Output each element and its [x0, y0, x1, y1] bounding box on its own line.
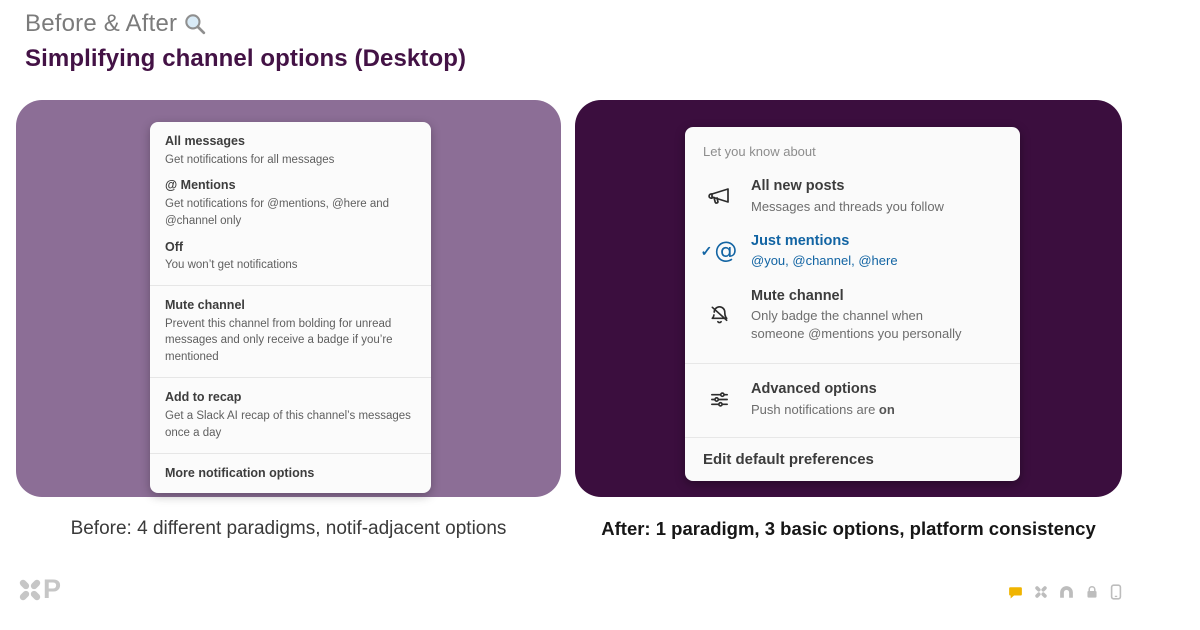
menu-section — [150, 122, 431, 286]
menu-item-advanced-options[interactable] — [685, 372, 1020, 427]
menu-item-add-to-recap[interactable] — [165, 389, 416, 441]
menu-item-mute-channel[interactable] — [685, 279, 1020, 352]
lock-icon — [1085, 585, 1099, 599]
after-menu-card — [685, 127, 1020, 481]
edit-default-preferences-link[interactable]: Edit default preferences — [703, 451, 874, 469]
menu-item-desc: You won’t get notifications — [165, 259, 298, 272]
check-icon: ✓ — [700, 243, 713, 260]
phone-icon — [1110, 584, 1122, 600]
menu-item-just-mentions[interactable] — [685, 224, 1020, 279]
menu-item-desc: @you, @channel, @here — [751, 253, 898, 269]
menu-section — [150, 454, 431, 494]
magnet-icon — [1059, 585, 1074, 600]
footer-icons — [1008, 584, 1122, 600]
menu-header: Let you know about — [703, 144, 816, 159]
menu-item-title: Just mentions — [751, 232, 850, 249]
after-caption: After: 1 paradigm, 3 basic options, platform consistency — [601, 518, 1096, 539]
menu-item-desc: Get notifications for @mentions, @here and @channel only — [165, 197, 390, 227]
menu-item-desc — [751, 401, 895, 419]
menu-item-title: Advanced options — [751, 381, 877, 398]
megaphone-icon — [695, 184, 743, 208]
xp-logo — [18, 574, 60, 605]
menu-item-desc: Only badge the channel when someone @mentions you personally — [751, 308, 962, 342]
menu-item-title: Mute channel — [165, 298, 245, 313]
page-subtitle: Simplifying channel options (Desktop) — [25, 45, 467, 72]
header — [25, 10, 466, 73]
menu-item-desc: Get a Slack AI recap of this channel’s messages once a day — [165, 409, 411, 439]
menu-item-all-messages[interactable] — [165, 133, 416, 168]
menu-item-all-new-posts[interactable] — [685, 169, 1020, 224]
menu-items — [685, 163, 1020, 363]
menu-item-title: Off — [165, 239, 184, 254]
sliders-icon — [695, 388, 743, 411]
menu-item-desc: Get notifications for all messages — [165, 153, 335, 166]
menu-item-title: All messages — [165, 134, 245, 148]
page-title: Before & After — [25, 10, 178, 37]
menu-item-mentions[interactable] — [165, 177, 416, 229]
x-logo-icon — [18, 578, 42, 602]
after-panel — [575, 100, 1122, 497]
menu-item-desc: Messages and threads you follow — [751, 198, 944, 214]
menu-item-more-notification-options[interactable] — [165, 465, 416, 483]
comment-icon — [1008, 585, 1023, 600]
magnifier-icon — [183, 12, 208, 37]
bell-slash-icon — [695, 303, 743, 326]
push-state: on — [878, 402, 895, 417]
menu-item-desc: Prevent this channel from bolding for unread messages and only receive a badge if you’re mentioned — [165, 317, 393, 364]
menu-item-title: Add to recap — [165, 390, 242, 405]
logo-letter: P — [43, 574, 61, 604]
x-icon — [1034, 585, 1048, 599]
menu-item-title: More notification options — [165, 465, 315, 480]
at-mention-icon — [695, 237, 743, 264]
menu-item-title: @ Mentions — [165, 178, 236, 193]
menu-item-off[interactable] — [165, 239, 416, 274]
menu-item-title: All new posts — [751, 178, 845, 194]
before-menu-card — [150, 122, 431, 493]
menu-section — [150, 378, 431, 453]
before-caption: Before: 4 different paradigms, notif-adjacent options — [70, 518, 507, 539]
menu-item-mute-channel[interactable] — [165, 297, 416, 366]
menu-item-title: Mute channel — [751, 287, 844, 304]
desc-prefix: Push notifications are — [751, 402, 879, 417]
before-panel — [16, 100, 561, 497]
menu-section — [150, 286, 431, 378]
at-glyph: @ — [714, 237, 738, 264]
